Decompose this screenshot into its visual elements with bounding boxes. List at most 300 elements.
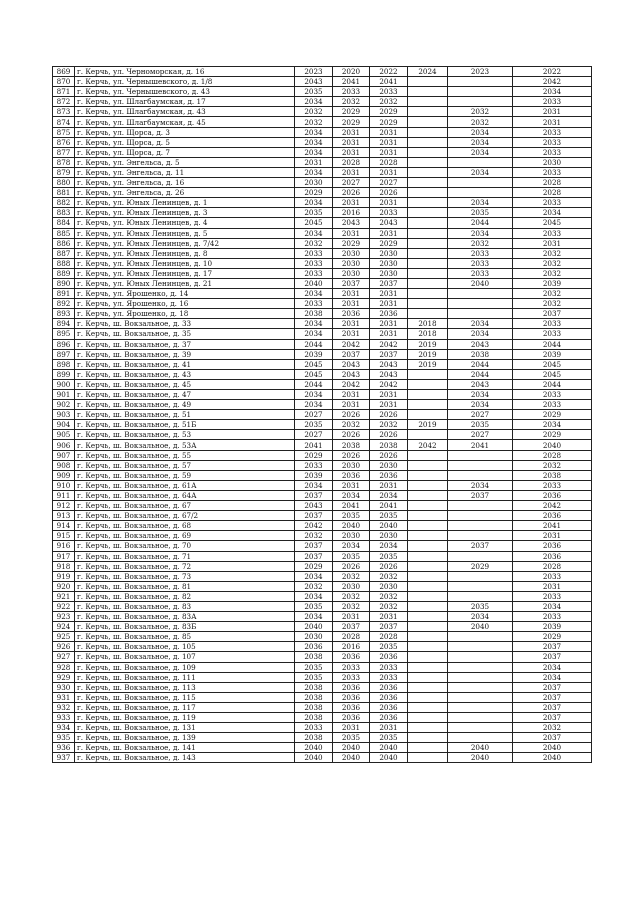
- cell-row-number: 876: [53, 137, 75, 147]
- cell-year-col-6: 2034: [513, 420, 592, 430]
- cell-year-col-4: [408, 157, 448, 167]
- cell-year-col-3: 2032: [370, 97, 408, 107]
- cell-year-col-4: 2018: [408, 319, 448, 329]
- table-row: [53, 400, 592, 410]
- cell-row-number: 888: [53, 258, 75, 268]
- cell-year-col-5: [448, 178, 513, 188]
- cell-year-col-5: [448, 309, 513, 319]
- cell-year-col-3: 2032: [370, 571, 408, 581]
- cell-year-col-1: 2035: [295, 87, 333, 97]
- cell-year-col-6: 2028: [513, 188, 592, 198]
- cell-year-col-2: 2041: [333, 501, 370, 511]
- cell-address: г. Керчь, ш. Вокзальное, д. 68: [75, 521, 295, 531]
- cell-year-col-1: 2029: [295, 450, 333, 460]
- cell-year-col-2: 2036: [333, 692, 370, 702]
- cell-address: г. Керчь, ш. Вокзальное, д. 73: [75, 571, 295, 581]
- cell-year-col-3: 2036: [370, 713, 408, 723]
- cell-year-col-4: [408, 238, 448, 248]
- cell-year-col-6: 2034: [513, 601, 592, 611]
- cell-year-col-5: 2033: [448, 258, 513, 268]
- cell-address: г. Керчь, ул. Энгельса, д. 16: [75, 178, 295, 188]
- cell-row-number: 875: [53, 127, 75, 137]
- cell-year-col-5: [448, 642, 513, 652]
- table-row: [53, 97, 592, 107]
- cell-year-col-3: 2036: [370, 682, 408, 692]
- cell-year-col-5: 2043: [448, 379, 513, 389]
- cell-address: г. Керчь, ш. Вокзальное, д. 82: [75, 591, 295, 601]
- cell-address: г. Керчь, ш. Вокзальное, д. 70: [75, 541, 295, 551]
- cell-year-col-5: 2034: [448, 198, 513, 208]
- cell-year-col-5: [448, 713, 513, 723]
- cell-year-col-2: 2030: [333, 258, 370, 268]
- table-row: [53, 339, 592, 349]
- table-row: [53, 561, 592, 571]
- table-row: [53, 299, 592, 309]
- cell-year-col-3: 2031: [370, 289, 408, 299]
- cell-year-col-3: 2030: [370, 460, 408, 470]
- cell-address: г. Керчь, ул. Юных Ленинцев, д. 5: [75, 228, 295, 238]
- cell-year-col-2: 2036: [333, 470, 370, 480]
- cell-year-col-4: [408, 309, 448, 319]
- cell-year-col-1: 2041: [295, 440, 333, 450]
- cell-year-col-6: 2033: [513, 400, 592, 410]
- table-row: [53, 642, 592, 652]
- table-row: [53, 319, 592, 329]
- cell-row-number: 921: [53, 591, 75, 601]
- cell-row-number: 870: [53, 77, 75, 87]
- table-row: [53, 157, 592, 167]
- cell-year-col-5: [448, 632, 513, 642]
- cell-address: г. Керчь, ш. Вокзальное, д. 83Б: [75, 622, 295, 632]
- cell-year-col-5: [448, 289, 513, 299]
- cell-row-number: 908: [53, 460, 75, 470]
- cell-year-col-4: [408, 753, 448, 763]
- cell-address: г. Керчь, ш. Вокзальное, д. 143: [75, 753, 295, 763]
- cell-year-col-6: 2034: [513, 87, 592, 97]
- cell-year-col-6: 2045: [513, 369, 592, 379]
- table-row: [53, 238, 592, 248]
- cell-year-col-3: 2022: [370, 67, 408, 77]
- cell-address: г. Керчь, ш. Вокзальное, д. 51Б: [75, 420, 295, 430]
- cell-row-number: 895: [53, 329, 75, 339]
- cell-year-col-2: 2034: [333, 541, 370, 551]
- table-row: [53, 450, 592, 460]
- cell-address: г. Керчь, ул. Юных Ленинцев, д. 8: [75, 248, 295, 258]
- cell-year-col-2: 2031: [333, 612, 370, 622]
- cell-year-col-6: 2033: [513, 571, 592, 581]
- cell-row-number: 890: [53, 278, 75, 288]
- cell-year-col-1: 2038: [295, 702, 333, 712]
- table-row: [53, 743, 592, 753]
- cell-year-col-6: 2040: [513, 743, 592, 753]
- cell-year-col-5: [448, 97, 513, 107]
- cell-address: г. Керчь, ш. Вокзальное, д. 83А: [75, 612, 295, 622]
- cell-year-col-3: 2032: [370, 591, 408, 601]
- cell-row-number: 872: [53, 97, 75, 107]
- cell-row-number: 911: [53, 490, 75, 500]
- table-row: [53, 137, 592, 147]
- cell-address: г. Керчь, ш. Вокзальное, д. 71: [75, 551, 295, 561]
- cell-address: г. Керчь, ул. Юных Ленинцев, д. 10: [75, 258, 295, 268]
- table-row: [53, 289, 592, 299]
- cell-year-col-6: 2037: [513, 682, 592, 692]
- cell-address: г. Керчь, ш. Вокзальное, д. 107: [75, 652, 295, 662]
- cell-address: г. Керчь, ул. Ярошенко, д. 16: [75, 299, 295, 309]
- cell-year-col-4: [408, 198, 448, 208]
- cell-year-col-3: 2043: [370, 359, 408, 369]
- cell-year-col-3: 2041: [370, 501, 408, 511]
- cell-year-col-2: 2029: [333, 117, 370, 127]
- cell-year-col-5: 2034: [448, 390, 513, 400]
- cell-year-col-2: 2033: [333, 672, 370, 682]
- cell-row-number: 909: [53, 470, 75, 480]
- cell-year-col-3: 2031: [370, 198, 408, 208]
- cell-year-col-3: 2035: [370, 511, 408, 521]
- cell-address: г. Керчь, ул. Юных Ленинцев, д. 4: [75, 218, 295, 228]
- cell-year-col-4: [408, 490, 448, 500]
- cell-row-number: 937: [53, 753, 75, 763]
- cell-year-col-5: 2032: [448, 238, 513, 248]
- cell-year-col-2: 2043: [333, 369, 370, 379]
- cell-year-col-2: 2035: [333, 733, 370, 743]
- cell-year-col-3: 2029: [370, 107, 408, 117]
- cell-year-col-1: 2039: [295, 349, 333, 359]
- cell-year-col-5: [448, 299, 513, 309]
- cell-row-number: 893: [53, 309, 75, 319]
- cell-year-col-5: 2034: [448, 329, 513, 339]
- cell-year-col-1: 2037: [295, 490, 333, 500]
- cell-year-col-5: 2034: [448, 147, 513, 157]
- cell-year-col-1: 2038: [295, 692, 333, 702]
- table-row: [53, 601, 592, 611]
- cell-year-col-3: 2040: [370, 521, 408, 531]
- cell-year-col-3: 2034: [370, 490, 408, 500]
- cell-year-col-6: 2032: [513, 268, 592, 278]
- cell-year-col-6: 2033: [513, 228, 592, 238]
- cell-year-col-1: 2034: [295, 612, 333, 622]
- cell-year-col-4: [408, 188, 448, 198]
- cell-year-col-5: 2034: [448, 400, 513, 410]
- cell-row-number: 905: [53, 430, 75, 440]
- cell-row-number: 879: [53, 167, 75, 177]
- cell-row-number: 883: [53, 208, 75, 218]
- cell-year-col-1: 2033: [295, 299, 333, 309]
- cell-year-col-2: 2031: [333, 299, 370, 309]
- cell-year-col-5: 2034: [448, 137, 513, 147]
- cell-year-col-1: 2034: [295, 137, 333, 147]
- table-row: [53, 359, 592, 369]
- table-row: [53, 612, 592, 622]
- cell-address: г. Керчь, ш. Вокзальное, д. 117: [75, 702, 295, 712]
- cell-year-col-1: 2038: [295, 733, 333, 743]
- cell-year-col-2: 2042: [333, 379, 370, 389]
- cell-year-col-4: [408, 117, 448, 127]
- cell-address: г. Керчь, ш. Вокзальное, д. 64А: [75, 490, 295, 500]
- cell-year-col-6: 2044: [513, 339, 592, 349]
- table-row: [53, 390, 592, 400]
- cell-year-col-1: 2034: [295, 289, 333, 299]
- cell-year-col-2: 2032: [333, 571, 370, 581]
- cell-year-col-5: [448, 682, 513, 692]
- table-row: [53, 369, 592, 379]
- cell-year-col-6: 2037: [513, 713, 592, 723]
- cell-year-col-3: 2043: [370, 369, 408, 379]
- table-row: [53, 248, 592, 258]
- cell-year-col-5: [448, 87, 513, 97]
- table-row: [53, 188, 592, 198]
- cell-year-col-2: 2036: [333, 652, 370, 662]
- cell-year-col-4: [408, 77, 448, 87]
- cell-row-number: 877: [53, 147, 75, 157]
- table-row: [53, 430, 592, 440]
- cell-year-col-4: [408, 723, 448, 733]
- cell-year-col-1: 2035: [295, 662, 333, 672]
- cell-year-col-2: 2033: [333, 662, 370, 672]
- cell-address: г. Керчь, ш. Вокзальное, д. 72: [75, 561, 295, 571]
- cell-year-col-6: 2029: [513, 632, 592, 642]
- cell-year-col-2: 2030: [333, 248, 370, 258]
- cell-row-number: 885: [53, 228, 75, 238]
- cell-address: г. Керчь, ш. Вокзальное, д. 105: [75, 642, 295, 652]
- cell-year-col-4: [408, 390, 448, 400]
- cell-year-col-6: 2033: [513, 319, 592, 329]
- cell-year-col-1: 2035: [295, 420, 333, 430]
- cell-year-col-2: 2020: [333, 67, 370, 77]
- cell-address: г. Керчь, ул. Юных Ленинцев, д. 1: [75, 198, 295, 208]
- cell-year-col-3: 2026: [370, 561, 408, 571]
- cell-year-col-3: 2031: [370, 723, 408, 733]
- cell-row-number: 929: [53, 672, 75, 682]
- cell-year-col-4: [408, 127, 448, 137]
- cell-year-col-6: 2029: [513, 430, 592, 440]
- table-row: [53, 632, 592, 642]
- cell-year-col-5: 2034: [448, 167, 513, 177]
- cell-row-number: 881: [53, 188, 75, 198]
- cell-address: г. Керчь, ул. Юных Ленинцев, д. 7/42: [75, 238, 295, 248]
- cell-row-number: 935: [53, 733, 75, 743]
- cell-row-number: 896: [53, 339, 75, 349]
- cell-year-col-3: 2026: [370, 188, 408, 198]
- table-row: [53, 531, 592, 541]
- cell-year-col-2: 2028: [333, 157, 370, 167]
- cell-year-col-2: 2033: [333, 87, 370, 97]
- cell-address: г. Керчь, ш. Вокзальное, д. 57: [75, 460, 295, 470]
- cell-year-col-2: 2031: [333, 228, 370, 238]
- cell-year-col-1: 2034: [295, 400, 333, 410]
- cell-year-col-1: 2034: [295, 390, 333, 400]
- cell-year-col-2: 2031: [333, 319, 370, 329]
- cell-year-col-3: 2029: [370, 117, 408, 127]
- cell-year-col-6: 2033: [513, 147, 592, 157]
- cell-year-col-3: 2031: [370, 400, 408, 410]
- cell-year-col-4: 2042: [408, 440, 448, 450]
- cell-year-col-4: [408, 248, 448, 258]
- cell-year-col-1: 2044: [295, 339, 333, 349]
- cell-year-col-1: 2040: [295, 278, 333, 288]
- cell-year-col-2: 2031: [333, 147, 370, 157]
- cell-address: г. Керчь, ул. Щорса, д. 3: [75, 127, 295, 137]
- cell-row-number: 891: [53, 289, 75, 299]
- cell-year-col-2: 2027: [333, 178, 370, 188]
- cell-year-col-2: 2032: [333, 591, 370, 601]
- table-row: [53, 329, 592, 339]
- cell-year-col-2: 2028: [333, 632, 370, 642]
- cell-year-col-2: 2030: [333, 581, 370, 591]
- cell-year-col-6: 2036: [513, 490, 592, 500]
- cell-year-col-5: [448, 733, 513, 743]
- cell-address: г. Керчь, ш. Вокзальное, д. 39: [75, 349, 295, 359]
- cell-row-number: 873: [53, 107, 75, 117]
- table-row: [53, 702, 592, 712]
- cell-row-number: 932: [53, 702, 75, 712]
- cell-address: г. Керчь, ш. Вокзальное, д. 45: [75, 379, 295, 389]
- cell-row-number: 925: [53, 632, 75, 642]
- cell-year-col-3: 2031: [370, 612, 408, 622]
- cell-year-col-3: 2031: [370, 127, 408, 137]
- cell-year-col-4: [408, 692, 448, 702]
- table-row: [53, 349, 592, 359]
- table-row: [53, 662, 592, 672]
- cell-year-col-5: [448, 591, 513, 601]
- cell-year-col-1: 2035: [295, 208, 333, 218]
- cell-year-col-5: 2044: [448, 218, 513, 228]
- cell-year-col-5: 2040: [448, 753, 513, 763]
- cell-address: г. Керчь, ш. Вокзальное, д. 33: [75, 319, 295, 329]
- cell-year-col-5: 2035: [448, 208, 513, 218]
- cell-year-col-2: 2041: [333, 77, 370, 87]
- cell-address: г. Керчь, ш. Вокзальное, д. 53: [75, 430, 295, 440]
- table-row: [53, 753, 592, 763]
- cell-year-col-6: 2033: [513, 167, 592, 177]
- cell-year-col-1: 2042: [295, 521, 333, 531]
- cell-year-col-3: 2031: [370, 299, 408, 309]
- cell-year-col-5: [448, 188, 513, 198]
- cell-year-col-6: 2032: [513, 723, 592, 733]
- cell-year-col-5: 2023: [448, 67, 513, 77]
- table-row: [53, 733, 592, 743]
- cell-row-number: 907: [53, 450, 75, 460]
- table-row: [53, 208, 592, 218]
- table-row: [53, 521, 592, 531]
- cell-year-col-1: 2044: [295, 379, 333, 389]
- cell-row-number: 874: [53, 117, 75, 127]
- cell-year-col-2: 2031: [333, 329, 370, 339]
- cell-year-col-4: [408, 662, 448, 672]
- cell-year-col-2: 2031: [333, 480, 370, 490]
- cell-year-col-1: 2027: [295, 410, 333, 420]
- cell-year-col-1: 2034: [295, 167, 333, 177]
- cell-year-col-5: 2032: [448, 107, 513, 117]
- cell-year-col-3: 2028: [370, 157, 408, 167]
- cell-year-col-3: 2032: [370, 420, 408, 430]
- table-row: [53, 309, 592, 319]
- cell-year-col-3: 2030: [370, 268, 408, 278]
- cell-address: г. Керчь, ул. Чернышевского, д. 43: [75, 87, 295, 97]
- cell-address: г. Керчь, ул. Шлагбаумская, д. 43: [75, 107, 295, 117]
- cell-year-col-4: [408, 87, 448, 97]
- cell-year-col-4: [408, 167, 448, 177]
- cell-year-col-4: [408, 743, 448, 753]
- cell-year-col-6: 2037: [513, 733, 592, 743]
- cell-year-col-6: 2028: [513, 178, 592, 188]
- cell-year-col-5: 2027: [448, 430, 513, 440]
- cell-address: г. Керчь, ш. Вокзальное, д. 113: [75, 682, 295, 692]
- cell-address: г. Керчь, ш. Вокзальное, д. 61А: [75, 480, 295, 490]
- cell-address: г. Керчь, ш. Вокзальное, д. 109: [75, 662, 295, 672]
- cell-row-number: 886: [53, 238, 75, 248]
- cell-year-col-6: 2041: [513, 521, 592, 531]
- cell-year-col-6: 2042: [513, 77, 592, 87]
- cell-year-col-6: 2039: [513, 278, 592, 288]
- cell-year-col-4: [408, 450, 448, 460]
- cell-year-col-3: 2031: [370, 137, 408, 147]
- cell-year-col-1: 2045: [295, 369, 333, 379]
- table-row: [53, 147, 592, 157]
- cell-year-col-1: 2034: [295, 329, 333, 339]
- cell-year-col-3: 2033: [370, 87, 408, 97]
- cell-year-col-6: 2037: [513, 652, 592, 662]
- cell-year-col-2: 2042: [333, 339, 370, 349]
- cell-year-col-1: 2038: [295, 309, 333, 319]
- cell-year-col-5: [448, 157, 513, 167]
- cell-row-number: 880: [53, 178, 75, 188]
- cell-year-col-5: 2037: [448, 541, 513, 551]
- cell-year-col-6: 2039: [513, 349, 592, 359]
- table-row: [53, 713, 592, 723]
- cell-year-col-4: [408, 682, 448, 692]
- cell-year-col-1: 2038: [295, 682, 333, 692]
- cell-year-col-6: 2040: [513, 753, 592, 763]
- cell-year-col-6: 2037: [513, 309, 592, 319]
- cell-year-col-3: 2031: [370, 319, 408, 329]
- cell-year-col-1: 2040: [295, 622, 333, 632]
- table-row: [53, 167, 592, 177]
- cell-address: г. Керчь, ш. Вокзальное, д. 41: [75, 359, 295, 369]
- cell-address: г. Керчь, ш. Вокзальное, д. 43: [75, 369, 295, 379]
- cell-year-col-1: 2045: [295, 359, 333, 369]
- cell-address: г. Керчь, ш. Вокзальное, д. 141: [75, 743, 295, 753]
- cell-year-col-3: 2038: [370, 440, 408, 450]
- cell-row-number: 889: [53, 268, 75, 278]
- cell-row-number: 934: [53, 723, 75, 733]
- cell-address: г. Керчь, ш. Вокзальное, д. 51: [75, 410, 295, 420]
- cell-year-col-2: 2036: [333, 682, 370, 692]
- cell-year-col-1: 2040: [295, 753, 333, 763]
- cell-year-col-2: 2036: [333, 309, 370, 319]
- table-row: [53, 571, 592, 581]
- table-row: [53, 622, 592, 632]
- cell-year-col-3: 2040: [370, 753, 408, 763]
- cell-address: г. Керчь, ул. Ярошенко, д. 14: [75, 289, 295, 299]
- cell-address: г. Керчь, ул. Чернышевского, д. 1/8: [75, 77, 295, 87]
- cell-year-col-6: 2031: [513, 107, 592, 117]
- cell-year-col-3: 2034: [370, 541, 408, 551]
- cell-year-col-5: [448, 450, 513, 460]
- cell-year-col-5: [448, 551, 513, 561]
- cell-year-col-6: 2033: [513, 329, 592, 339]
- cell-year-col-3: 2036: [370, 309, 408, 319]
- cell-year-col-5: 2035: [448, 420, 513, 430]
- cell-year-col-6: 2033: [513, 137, 592, 147]
- cell-year-col-6: 2033: [513, 127, 592, 137]
- cell-year-col-3: 2026: [370, 410, 408, 420]
- cell-year-col-4: [408, 612, 448, 622]
- cell-year-col-6: 2044: [513, 379, 592, 389]
- cell-year-col-4: [408, 642, 448, 652]
- cell-year-col-2: 2035: [333, 511, 370, 521]
- cell-address: г. Керчь, ул. Энгельса, д. 5: [75, 157, 295, 167]
- cell-address: г. Керчь, ш. Вокзальное, д. 67/2: [75, 511, 295, 521]
